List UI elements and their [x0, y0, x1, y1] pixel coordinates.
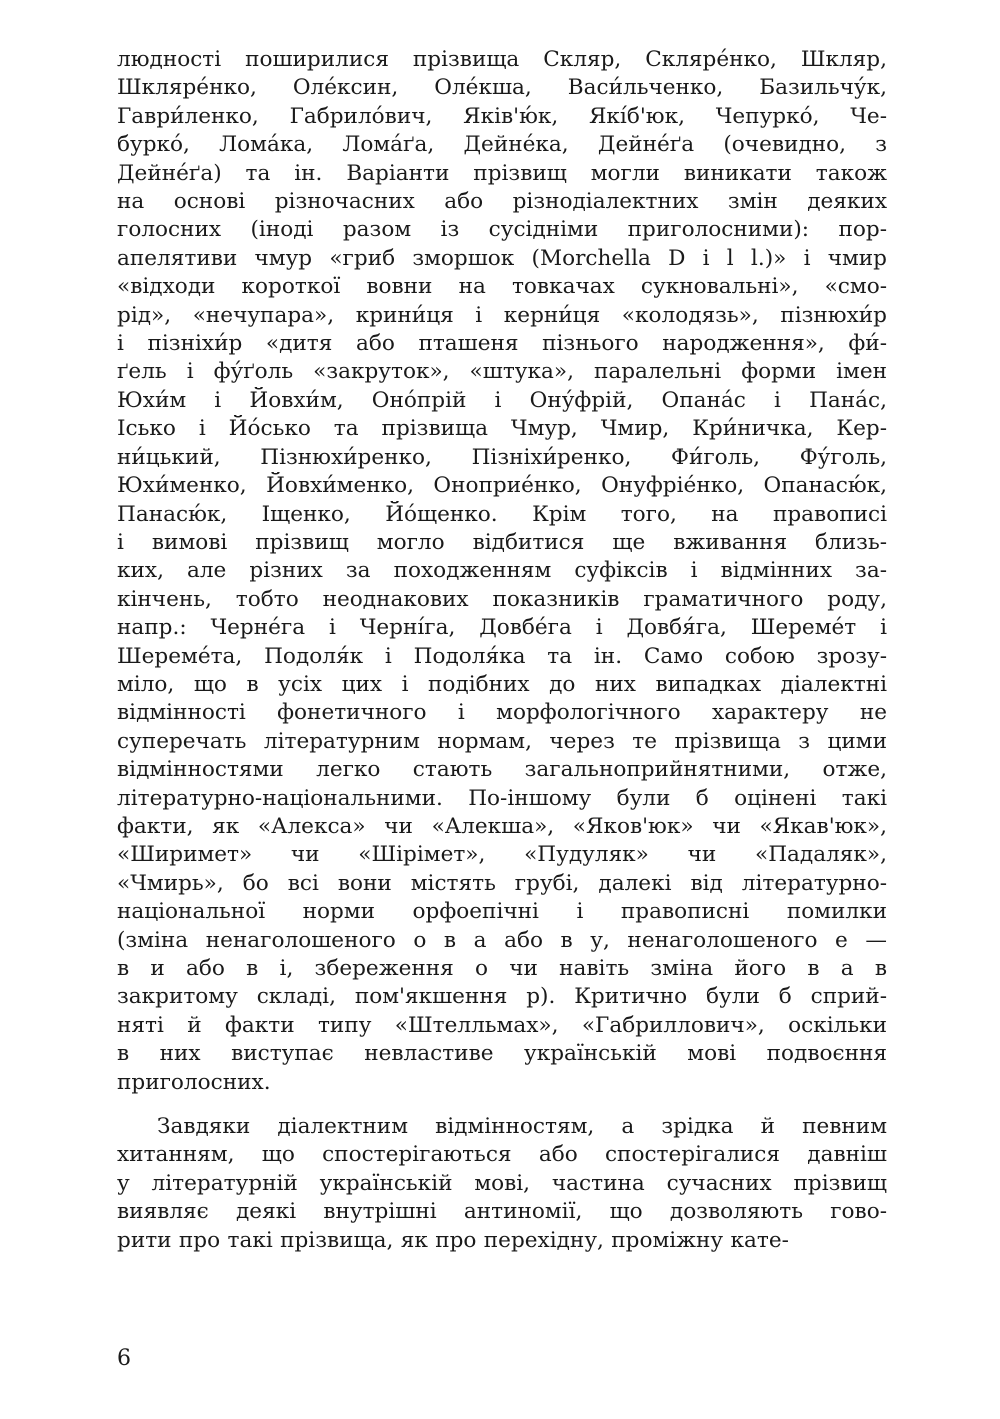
- text-line: ґель і фу́ґоль «закруток», «штука», паралельні форми імен: [117, 359, 887, 385]
- text-line: і вимові прізвищ могло відбитися ще вживання близь-: [117, 529, 887, 555]
- text-line: міло, що в усіх цих і подібних до них випадках діалектні: [117, 671, 887, 697]
- text-line: літературно-національними. По-іншому були б оцінені такі: [117, 785, 887, 811]
- text-line: голосних (іноді разом із сусідніми приголосними): пор-: [117, 217, 887, 243]
- text-line: на основі різночасних або різнодіалектних змін деяких: [117, 189, 887, 215]
- text-line: Шереме́та, Подоля́к і Подоля́ка та ін. Само собою зрозу-: [117, 643, 887, 669]
- text-line: людності поширилися прізвища Скляр, Скляре́нко, Шкляр,: [117, 47, 887, 72]
- text-line: в них виступає невластиве українській мові подвоєння: [117, 1041, 887, 1067]
- text-line: бурко́, Лома́ка, Лома́ґа, Дейне́ка, Дейне́ґа (очевидно, з: [117, 132, 887, 158]
- text-line: Завдяки діалектним відмінностям, а зрідка й певним: [157, 1114, 887, 1140]
- document-page: [117, 46, 887, 1255]
- text-line: і пізніхи́р «дитя або пташеня пізнього народження», фи́-: [117, 331, 887, 357]
- text-line: виявляє деякі внутрішні антиномії, що дозволяють гово-: [117, 1199, 887, 1225]
- text-line: ких, але різних за походженням суфіксів і відмінних за-: [117, 558, 887, 584]
- text-line: приголосних.: [117, 1069, 271, 1095]
- text-line: ни́цький, Пізнюхи́ренко, Пізніхи́ренко, Фи́голь, Фу́голь,: [117, 444, 887, 470]
- text-line: у літературній українській мові, частина сучасних прізвищ: [117, 1170, 887, 1196]
- text-line: національної норми орфоепічні і правописні помилки: [117, 899, 887, 925]
- text-line: «відходи короткої вовни на товкачах сукновальні», «смо-: [117, 274, 887, 300]
- text-line: Гаври́ленко, Габрило́вич, Яків'ю́к, Які́б'юк, Чепуркó, Че-: [117, 103, 887, 129]
- text-line: хитанням, що спостерігаються або спостерігалися давніш: [117, 1142, 887, 1168]
- text-line: Ісько і Йо́сько та прізвища Чмур, Чмир, Кри́ничка, Кер-: [117, 416, 887, 442]
- text-line: рід», «нечупара», крини́ця і керни́ця «колодязь», пізнюхи́р: [117, 302, 887, 328]
- text-line: Панасю́к, Іщенко, Йо́щенко. Крім того, на правописі: [117, 501, 887, 527]
- text-line: Дейне́ґа) та ін. Варіанти прізвищ могли виникати також: [117, 160, 887, 186]
- text-line: кінчень, тобто неоднакових показників граматичного роду,: [117, 586, 887, 612]
- text-line: апелятиви чмур «гриб зморшок (Morchella D i l l.)» і чмир: [117, 245, 887, 271]
- text-line: (зміна ненаголошеного о в а або в у, ненаголошеного е —: [117, 927, 887, 953]
- page-number: 6: [117, 1346, 131, 1371]
- text-line: Юхи́менко, Йовхи́менко, Оноприе́нко, Онуфрiéнко, Опанасю́к,: [117, 473, 887, 499]
- text-line: відмінностями легко стають загальноприйнятними, отже,: [117, 757, 887, 783]
- text-line: рити про такі прізвища, як про перехідну, проміжну кате-: [117, 1227, 789, 1253]
- text-line: відмінності фонетичного і морфологічного характеру не: [117, 700, 887, 726]
- text-line: «Чмирь», бо всі вони містять грубі, далекі від літературно-: [117, 870, 887, 896]
- text-line: закритому складі, пом'якшення р). Критично були б сприй-: [117, 984, 887, 1010]
- text-line: Юхи́м і Йовхи́м, Оно́прій і Ону́фрій, Опана́с і Пана́с,: [117, 387, 887, 413]
- text-line: в и або в і, збереження о чи навіть зміна його в а в: [117, 956, 887, 981]
- text-line: факти, як «Алекса» чи «Алекша», «Яков'юк» чи «Якав'юк»,: [117, 813, 887, 839]
- body-paragraph-1: [117, 46, 887, 1097]
- text-line: суперечать літературним нормам, через те прізвища з цими: [117, 728, 887, 754]
- text-line: «Ширимет» чи «Шірімет», «Пудуляк» чи «Падаляк»,: [117, 842, 887, 868]
- body-paragraph-2: [117, 1113, 887, 1255]
- text-line: няті й факти типу «Штелльмах», «Габриллович», оскільки: [117, 1012, 887, 1038]
- text-line: напр.: Черне́га і Черні́га, Довбе́га і Довбя́га, Шереме́т і: [117, 615, 887, 641]
- text-line: Шкляре́нко, Оле́ксин, Оле́кша, Васи́льченко, Базильчу́к,: [117, 75, 887, 101]
